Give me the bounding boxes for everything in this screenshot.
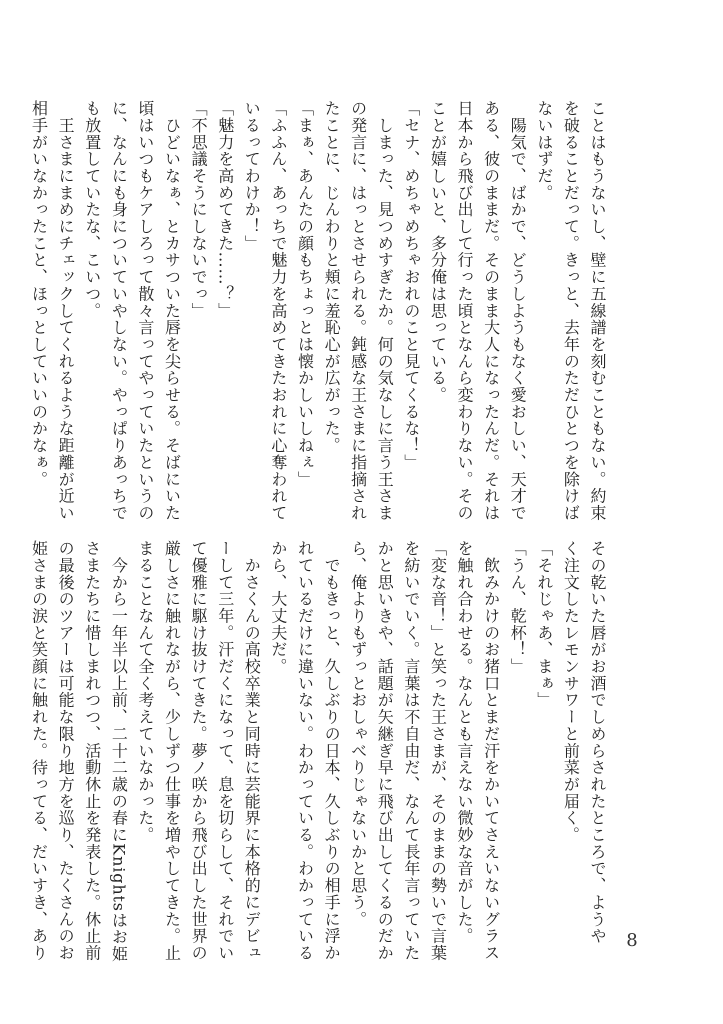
text-line: を破ることだって。きっと、去年のただひとつを除けば [561,100,581,522]
text-line: ことが嬉しいと、多分俺は思っている。 [428,100,448,404]
text-line: いるってわけか！」 [242,100,262,252]
text-line: 「魅力を高めてきた……？」 [215,100,235,320]
text-line: 「セナ、めちゃめちゃおれのこと見てくるな！」 [401,100,421,471]
text-line: の発言に、はっとさせられる。鈍感な王さまに指摘され [348,100,368,522]
text-line: 日本から飛び出して行った頃となんら変わりない。その [455,100,475,522]
text-line: でもきっと、久しぶりの日本、久しぶりの相手に浮か [322,540,342,962]
text-line: しまった、見つめすぎたか。何の気なしに言う王さま [375,100,395,522]
text-line: かと思いきや、話題が矢継ぎ早に飛び出してくるのだか [375,540,395,962]
text-line: ある、彼のままだ。そのまま大人になったんだ。それは [481,100,501,522]
text-line: く注文したレモンサワーと前菜が届く。 [561,540,581,844]
text-line: 飲みかけのお猪口とまだ汗をかいてさえいないグラス [481,540,501,962]
text-line: 陽気で、ばかで、どうしようもなく愛おしい、天才で [508,100,528,522]
text-line: 「不思議そうにしないでっ」 [189,100,209,320]
text-block-lower [29,540,610,963]
text-line: さまたちに惜しまれつつ、活動休止を発表した。休止前 [82,540,102,962]
text-line: 姫さまの涙と笑顔に触れた。待ってる、だいすき、あり [29,540,49,962]
text-line: から、大丈夫だ。 [268,540,288,675]
text-line: れているだけに違いない。わかっている。わかっている [295,540,315,962]
text-line: 厳しさに触れながら、少しずつ仕事を増やしてきた。止 [162,540,182,962]
text-line: 「それじゃあ、まぁ」 [534,540,554,709]
text-line: を紡いでいく。言葉は不自由だ、なんて長年言っていた [401,540,421,962]
text-line: ないはずだ。 [534,100,554,202]
text-line: 「うん、乾杯！」 [508,540,528,675]
text-line: も放置していたな、こいつ。 [82,100,102,320]
text-block-upper [29,100,610,522]
text-line: 今から一年半以上前、二十二歳の春にKnightsはお姫 [109,540,129,963]
text-line: まることなんて全く考えていなかった。 [135,540,155,844]
text-line: 「変な音！」と笑った王さまが、そのままの勢いで言葉 [428,540,448,962]
text-line: の最後のツアーは可能な限り地方を巡り、たくさんのお [56,540,76,962]
text-line: 「まぁ、あんたの顔もちょっとは懐かしいしねぇ」 [295,100,315,488]
page-number: 8 [626,930,638,951]
text-line: その乾いた唇がお酒でしめらされたところで、ようや [588,540,607,945]
text-line: 頃はいつもケアしろって散々言ってやっていたというの [135,100,155,522]
text-line: ひどいなぁ、とカサついた唇を尖らせる。そばにいた [162,100,182,522]
text-line: かさくんの高校卒業と同時に芸能界に本格的にデビュ [242,540,262,962]
text-line: ことはもうないし、壁に五線譜を刻むこともない。約束 [588,100,607,522]
text-line: たことに、じんわりと頬に羞恥心が広がった。 [322,100,342,454]
text-line: 王さまにまめにチェックしてくれるような距離が近い [56,100,76,522]
text-line: ーして三年。汗だくになって、息を切らして、それでい [215,540,235,962]
text-line: ら、俺よりもずっとおしゃべりじゃないかと思う。 [348,540,368,928]
text-line: 「ふふん、あっちで魅力を高めてきたおれに心奪われて [268,100,288,522]
text-line: 相手がいなかったこと、ほっとしていいのかなぁ。 [29,100,49,488]
text-line: を触れ合わせる。なんとも言えない微妙な音がした。 [455,540,475,945]
text-line: に、なんにも身についていやしない。やっぱりあっちで [109,100,129,522]
text-line: て優雅に駆け抜けてきた。夢ノ咲から飛び出した世界の [189,540,209,962]
